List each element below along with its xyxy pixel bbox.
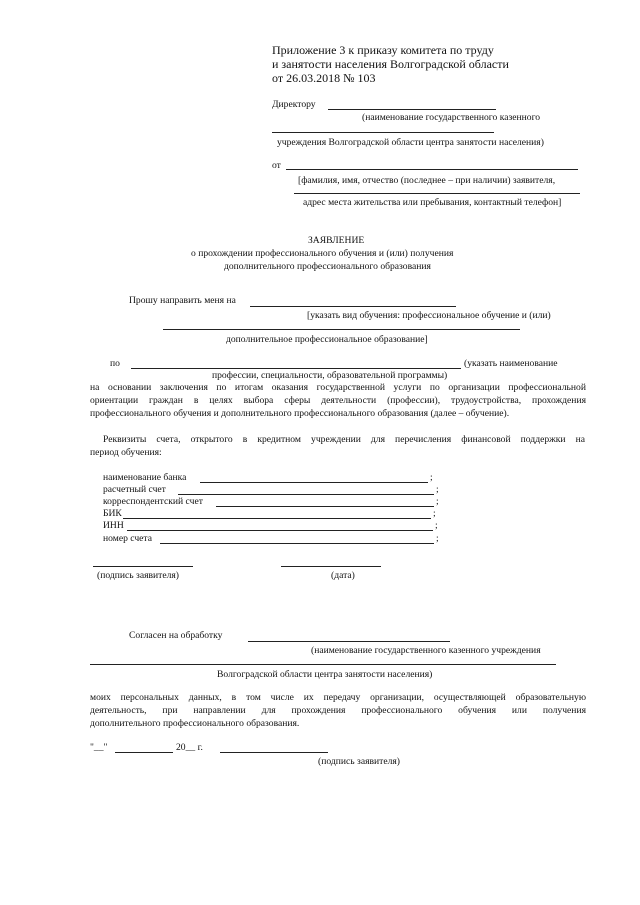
institution-line[interactable] <box>272 132 494 133</box>
po-label: по <box>110 358 120 369</box>
consent-date-day[interactable]: "__" <box>90 742 108 753</box>
consent-date-month-line[interactable] <box>115 752 173 753</box>
training-type-line-2[interactable] <box>163 329 520 330</box>
header-line-3: от 26.03.2018 № 103 <box>272 71 376 85</box>
consent-institution-line-2[interactable] <box>90 664 556 665</box>
profession-line[interactable] <box>131 368 461 369</box>
from-label: от <box>272 160 281 171</box>
consent-label: Согласен на обработку <box>129 630 223 641</box>
bank-intro-line-1: Реквизиты счета, открытого в кредитном учреждении для перечисления финансовой поддержки на <box>103 434 585 445</box>
consent-hint-2: Волгоградской области центра занятости населения) <box>217 669 433 680</box>
consent-signature-hint: (подпись заявителя) <box>318 756 401 767</box>
training-type-line[interactable] <box>250 306 456 307</box>
basis-paragraph-line-3: профессионального обучения и дополнительного профессионального образования (далее – обучение). <box>90 408 510 419</box>
document-subtitle-2: дополнительного профессионального образования <box>224 261 431 272</box>
account-number-label: номер счета <box>103 533 152 544</box>
inn-end: ; <box>435 520 438 531</box>
director-hint-1: (наименование государственного казенного <box>362 112 541 123</box>
request-label: Прошу направить меня на <box>129 295 236 306</box>
inn-line[interactable] <box>127 530 433 531</box>
consent-paragraph-line-2: деятельность, при направлении для прохождения профессионального обучения или получения <box>90 705 586 716</box>
header-line-2: и занятости населения Волгоградской области <box>272 57 509 71</box>
bik-label: БИК <box>103 508 122 519</box>
account-end: ; <box>436 484 439 495</box>
corr-account-line[interactable] <box>216 506 434 507</box>
account-line[interactable] <box>178 494 434 495</box>
profession-hint-2: профессии, специальности, образовательной программы) <box>212 370 448 381</box>
from-hint-2: адрес места жительства или пребывания, контактный телефон] <box>303 197 562 208</box>
header-line-1: Приложение 3 к приказу комитета по труду <box>272 43 494 57</box>
from-line[interactable] <box>286 169 578 170</box>
address-line[interactable] <box>294 193 580 194</box>
document-title: ЗАЯВЛЕНИЕ <box>308 235 365 246</box>
consent-institution-line[interactable] <box>248 641 450 642</box>
document-subtitle-1: о прохождении профессионального обучения и (или) получения <box>191 248 454 259</box>
director-label: Директору <box>272 99 316 110</box>
bank-name-label: наименование банка <box>103 472 187 483</box>
bank-name-end: ; <box>430 472 433 483</box>
director-hint-2: учреждения Волгоградской области центра занятости населения) <box>277 137 544 148</box>
account-label: расчетный счет <box>103 484 166 495</box>
consent-hint-1: (наименование государственного казенного учреждения <box>311 645 541 656</box>
consent-date-year: 20__ г. <box>176 742 203 753</box>
director-line[interactable] <box>328 109 496 110</box>
training-type-hint-2: дополнительное профессиональное образование] <box>226 334 428 345</box>
bik-line[interactable] <box>123 518 431 519</box>
bank-intro-line-2: период обучения: <box>90 447 162 458</box>
basis-paragraph-line-2: ориентации граждан в целях выбора сферы деятельности (профессии), трудоустройства, прохождения <box>90 395 586 406</box>
profession-hint-1: (указать наименование <box>464 358 558 369</box>
account-number-end: ; <box>436 533 439 544</box>
inn-label: ИНН <box>103 520 124 531</box>
corr-account-label: корреспондентский счет <box>103 496 203 507</box>
from-hint-1: [фамилия, имя, отчество (последнее – при наличии) заявителя, <box>298 175 556 186</box>
bik-end: ; <box>433 508 436 519</box>
signature-hint: (подпись заявителя) <box>97 570 180 581</box>
training-type-hint-1: [указать вид обучения: профессиональное обучение и (или) <box>307 310 551 321</box>
account-number-line[interactable] <box>160 543 434 544</box>
date-line[interactable] <box>281 566 381 567</box>
consent-signature-line[interactable] <box>220 752 328 753</box>
date-hint: (дата) <box>331 570 355 581</box>
bank-name-line[interactable] <box>200 482 428 483</box>
consent-paragraph-line-3: дополнительного профессионального образования. <box>90 718 300 729</box>
corr-account-end: ; <box>436 496 439 507</box>
consent-paragraph-line-1: моих персональных данных, в том числе их передачу организации, осуществляющей образовательную <box>90 692 586 703</box>
signature-line[interactable] <box>93 566 193 567</box>
basis-paragraph-line-1: на основании заключения по итогам оказания государственной услуги по организации профессиональной <box>90 382 586 393</box>
